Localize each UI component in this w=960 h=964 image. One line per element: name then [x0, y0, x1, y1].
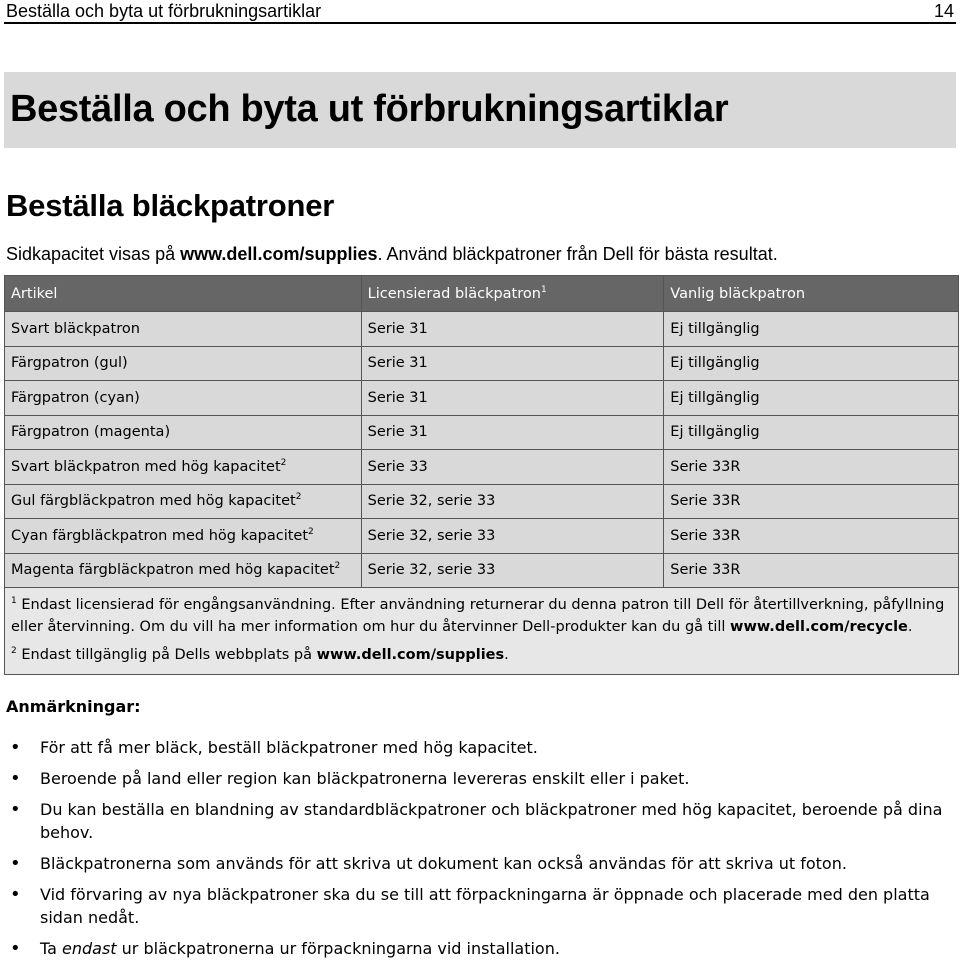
footnote-2-text: Endast tillgänglig på Dells webbplats på [16, 647, 317, 663]
cell-regular: Ej tillgänglig [664, 381, 959, 416]
item-name: Färgpatron (magenta) [11, 424, 171, 441]
cell-item [5, 450, 362, 485]
cell-licensed: Serie 31 [361, 312, 664, 347]
supplies-link-footnote[interactable]: www.dell.com/supplies [316, 647, 505, 663]
cell-item [5, 346, 362, 381]
note-emphasis: endast [62, 939, 117, 958]
note-text: Vid förvaring av nya bläckpatroner ska du se till att förpackningarna är öppnade och placerade med den platta sidan nedåt. [40, 885, 930, 927]
col-header-item: Artikel [5, 276, 362, 312]
table-header-row [5, 276, 959, 312]
col-header-licensed-label: Licensierad bläckpatron [367, 285, 541, 302]
item-name: Gul färgbläckpatron med hög kapacitet [11, 493, 296, 510]
bullet-icon: • [10, 938, 21, 959]
item-name: Färgpatron (gul) [11, 355, 128, 372]
table-footnotes [5, 588, 959, 675]
footnote-ref: 2 [334, 561, 341, 572]
page-number: 14 [933, 1, 954, 21]
note-text: Du kan beställa en blandning av standardbläckpatroner och bläckpatroner med hög kapacitet, beroende på dina behov. [40, 800, 943, 842]
running-header [4, 0, 956, 24]
table-row [5, 312, 959, 347]
cell-item [5, 553, 362, 588]
table-row [5, 484, 959, 519]
col-header-regular: Vanlig bläckpatron [664, 276, 959, 312]
cell-licensed: Serie 32, serie 33 [361, 484, 664, 519]
cell-regular: Serie 33R [664, 450, 959, 485]
cell-regular: Serie 33R [664, 553, 959, 588]
notes-heading: Anmärkningar: [6, 697, 141, 716]
footnote-1 [11, 594, 952, 638]
table-row [5, 381, 959, 416]
list-item [10, 767, 956, 790]
bullet-icon: • [10, 799, 21, 820]
table-row [5, 553, 959, 588]
footnote-ref: 2 [280, 457, 287, 468]
note-text: Beroende på land eller region kan bläckpatronerna levereras enskilt eller i paket. [40, 769, 690, 788]
cell-regular: Ej tillgänglig [664, 312, 959, 347]
cell-item [5, 484, 362, 519]
note-text-end: ur bläckpatronerna ur förpackningarna vid installation. [116, 939, 560, 958]
notes-list [10, 736, 956, 964]
bullet-icon: • [10, 853, 21, 874]
note-text: Ta [40, 939, 63, 958]
bullet-icon: • [10, 884, 21, 905]
note-text: För att få mer bläck, beställ bläckpatroner med hög kapacitet. [40, 738, 538, 757]
chapter-banner [4, 72, 956, 148]
list-item [10, 883, 956, 929]
col-header-licensed [361, 276, 664, 312]
cell-regular: Ej tillgänglig [664, 415, 959, 450]
table-row [5, 450, 959, 485]
chapter-title: Beställa och byta ut förbrukningsartiklar [10, 88, 729, 130]
table-row [5, 415, 959, 450]
list-item [10, 736, 956, 759]
cell-item [5, 519, 362, 554]
table-footnotes-row [5, 588, 959, 675]
recycle-link[interactable]: www.dell.com/recycle [730, 619, 908, 635]
cell-licensed: Serie 31 [361, 415, 664, 450]
cell-item [5, 312, 362, 347]
section-title: Beställa bläckpatroner [6, 188, 335, 223]
item-name: Färgpatron (cyan) [11, 389, 140, 406]
intro-paragraph [6, 242, 778, 266]
intro-suffix: . Använd bläckpatroner från Dell för bästa resultat. [377, 244, 778, 264]
cell-regular: Ej tillgänglig [664, 346, 959, 381]
list-item [10, 798, 956, 844]
cell-licensed: Serie 32, serie 33 [361, 553, 664, 588]
cell-item [5, 415, 362, 450]
footnote-1-text: Endast licensierad för engångsanvändning. Efter användning returnerar du denna patron till Dell för återtillverkning, påfyllning eller återvinning. Om du vill ha mer information om hur du återvinner Dell-produkter kan du gå till [11, 597, 945, 635]
footnote-ref: 2 [295, 492, 302, 503]
bullet-icon: • [10, 768, 21, 789]
footnote-1-end: . [907, 619, 913, 635]
list-item [10, 937, 956, 960]
cell-licensed: Serie 33 [361, 450, 664, 485]
footnote-marker: 2 [11, 646, 17, 657]
supplies-table [4, 275, 959, 675]
item-name: Svart bläckpatron [11, 320, 140, 337]
cell-regular: Serie 33R [664, 484, 959, 519]
cell-licensed: Serie 31 [361, 346, 664, 381]
footnote-marker: 1 [11, 596, 17, 607]
footnote-2 [11, 644, 952, 666]
item-name: Svart bläckpatron med hög kapacitet [11, 458, 281, 475]
footnote-ref: 2 [308, 526, 314, 537]
cell-item [5, 381, 362, 416]
cell-licensed: Serie 32, serie 33 [361, 519, 664, 554]
footnote-ref: 1 [540, 284, 547, 295]
cell-licensed: Serie 31 [361, 381, 664, 416]
list-item [10, 852, 956, 875]
table-row [5, 519, 959, 554]
note-text: Bläckpatronerna som används för att skriva ut dokument kan också användas för att skriva ut foton. [40, 854, 847, 873]
running-header-title: Beställa och byta ut förbrukningsartiklar [6, 1, 322, 21]
cell-regular: Serie 33R [664, 519, 959, 554]
footnote-2-end: . [504, 647, 509, 663]
table-row [5, 346, 959, 381]
item-name: Cyan färgbläckpatron med hög kapacitet [11, 527, 309, 544]
item-name: Magenta färgbläckpatron med hög kapacitet [11, 562, 335, 579]
intro-prefix: Sidkapacitet visas på [6, 244, 181, 264]
supplies-link[interactable]: www.dell.com/supplies [180, 244, 378, 264]
bullet-icon: • [10, 737, 21, 758]
